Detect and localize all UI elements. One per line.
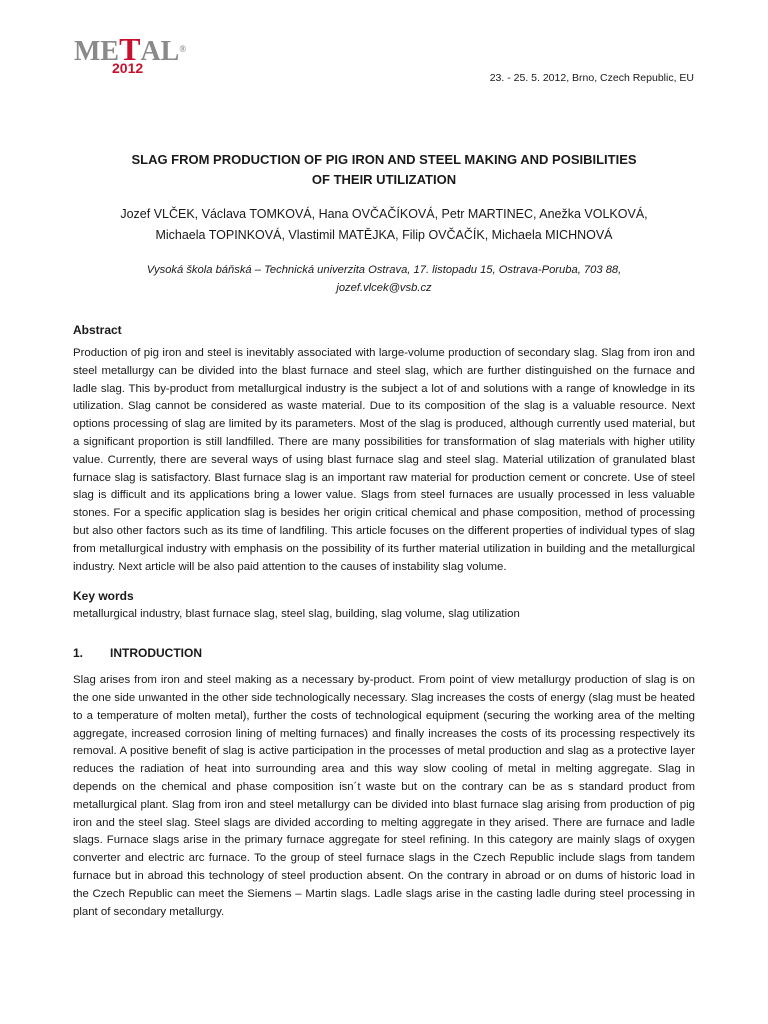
authors-line-1: Jozef VLČEK, Václava TOMKOVÁ, Hana OVČAČÍKOVÁ, Petr MARTINEC, Anežka VOLKOVÁ, (120, 207, 648, 221)
section-title: INTRODUCTION (110, 646, 202, 661)
title-line-1: SLAG FROM PRODUCTION OF PIG IRON AND STEEL MAKING AND POSIBILITIES (131, 152, 637, 167)
section-number: 1. (73, 646, 84, 661)
abstract-heading: Abstract (73, 323, 122, 337)
affiliation-line-1: Vysoká škola báňská – Technická univerzita Ostrava, 17. listopadu 15, Ostrava-Poruba, 703 88, (146, 264, 622, 276)
conference-date-location: 23. - 25. 5. 2012, Brno, Czech Republic, EU (489, 72, 694, 84)
keywords-heading: Key words (73, 589, 134, 604)
authors-line-2: Michaela TOPINKOVÁ, Vlastimil MATĚJKA, Filip OVČAČÍK, Michaela MICHNOVÁ (155, 228, 613, 242)
affiliation (73, 261, 695, 297)
introduction-text: Slag arises from iron and steel making as a necessary by-product. From point of view metallurgy production of slag is on the one side unwanted in the other side technologically necessary. Slag increases the costs of energy (slag must be heated to a temperature of molten metal), further the costs of technological equipment (securing the working area of the melting aggregate, increased corrosion lining of melting furnaces) and finally increases the costs of its processing respectively its removal. A positive benefit of slag is active participation in the processes of metal production and slag as a protective layer reduces the radiation of heat into surrounding area and this way slow cooling of metal in melting aggregate. Slag in depends on the chemical and phase composition isn´t waste but on the contrary can be as s standard product from metallurgical plant. Slag from iron and steel metallurgy can be divided into blast furnace slag arising from production of pig iron and the steel slag. Steel slags are divided according to melting aggregate in they arised. There are furnace and ladle slags. Furnace slags arise in the primary furnace aggregate for steel refining. In this category are mainly slags of oxygen converter and electric arc furnace. To the group of steel furnace slags in the Czech Republic include slags from tandem furnace but in abroad this technology of steel production absent. On the contrary in abroad or on dums of historic load in the Czech Republic can meet the Siemens – Martin slags. Ladle slags arise in the casting ladle during steel processing in plant of secondary metallurgy. (73, 674, 695, 918)
paper-body (73, 150, 695, 921)
metal-2012-logo (74, 31, 187, 80)
author-list (73, 204, 695, 246)
introduction-heading (73, 644, 695, 662)
logo-wordmark: METAL® (74, 31, 187, 67)
keywords-text: metallurgical industry, blast furnace slag, steel slag, building, slag volume, slag utilization (73, 608, 520, 621)
paper-title (73, 150, 695, 190)
abstract-text: Production of pig iron and steel is inevitably associated with large-volume production of secondary slag. Slag from iron and steel metallurgy can be divided into the blast furnace and steel slag, which are further distinguished on the furnace and ladle slag. This by-product from metallurgical industry is the subject a lot of and solutions with a range of knowledge in its utilization. Slag cannot be considered as waste material. Due to its composition of the slag is a valuable resource. Next options processing of slag are limited by its parameters. Most of the slag is produced, although currently used material, but a significant proportion is still landfilled. There are many possibilities for transformation of slag materials with higher utility value. Currently, there are several ways of using blast furnace slag and steel slag. Material utilization of granulated blast furnace slag is satisfactory. Blast furnace slag is an important raw material for production cement or concrete. Use of steel slag is difficult and its applications bring a lower value. Slags from steel furnaces are usually processed in less valuable stones. For a specific application slag is besides her origin critical chemical and phase composition, method of processing but also other factors such as its time of landfiling. This article focuses on the different properties of individual types of slag from metallurgical industry with emphasis on the possibility of its further material utilization in building and the metallurgical industry. Next article will be also paid attention to the causes of instability slag volume. (73, 347, 695, 573)
logo-year: 2012 (112, 60, 144, 76)
author-email: jozef.vlcek@vsb.cz (336, 282, 432, 294)
title-line-2: OF THEIR UTILIZATION (311, 172, 457, 187)
